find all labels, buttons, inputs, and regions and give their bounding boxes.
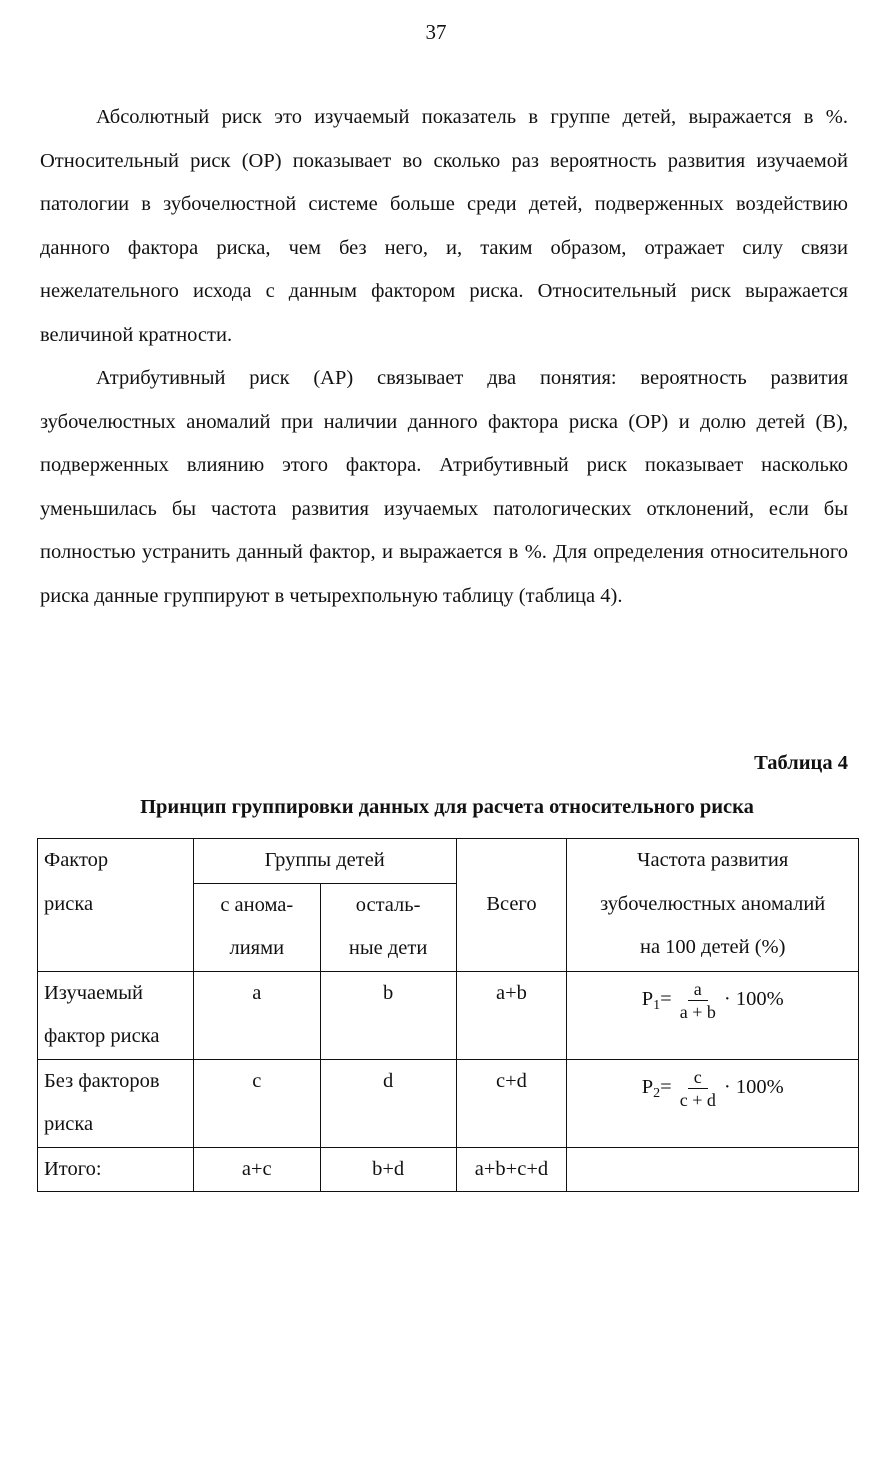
row-factor-label: Изучаемый фактор риска <box>38 971 194 1059</box>
formula-p2: P 2 = $\frac{c}{c + d}$ · 100% <box>641 1066 784 1110</box>
cell-formula-p2 <box>567 1059 859 1147</box>
table-number: Таблица 4 <box>754 752 848 774</box>
risk-grouping-table <box>37 838 859 1192</box>
table-row <box>38 1059 859 1147</box>
footer-label: Итого: <box>38 1147 194 1192</box>
cell-formula-p1 <box>567 971 859 1059</box>
fraction: $\frac{c}{c + d}$ <box>679 1066 716 1110</box>
table-footer-row <box>38 1147 859 1192</box>
cell-c: c <box>193 1059 320 1147</box>
cell-row-total: a+b <box>456 971 567 1059</box>
cell-b: b <box>320 971 456 1059</box>
table-header-row <box>38 839 859 884</box>
fraction: $\frac{a}{a + b}$ <box>679 978 716 1022</box>
page-number: 37 <box>425 20 447 44</box>
header-groups: Группы детей <box>193 839 456 884</box>
paragraph-attributive-risk: Атрибутивный риск (АР) связывает два понятия: вероятность развития зубочелюстных аномалий при наличии данного фактора риска (ОР) и долю детей (В), подверженных влиянию этого фактора. Атрибутивный риск показывает насколько уменьшилась бы частота развития изучаемых патологических отклонений, если бы полностью устранить данный фактор, и выражается в %. Для определения относительного риска данные группируют в четырехпольную таблицу (таблица 4). <box>40 367 848 607</box>
row-factor-label: Без факторов риска <box>38 1059 194 1147</box>
cell-row-total: c+d <box>456 1059 567 1147</box>
header-total: Всего <box>456 839 567 972</box>
paragraph-absolute-risk: Абсолютный риск это изучаемый показатель в группе детей, выражается в %. Относительный риск (ОР) показывает во сколько раз вероятность развития изучаемой патологии в зубочелюстной системе больше среди детей, подверженных воздействию данного фактора риска, чем без него, и, таким образом, отражает силу связи нежелательного исхода с данным фактором риска. Относительный риск выражается величиной кратности. <box>40 106 848 346</box>
header-factor: Фактор риска <box>38 839 194 972</box>
table-row <box>38 971 859 1059</box>
header-others: осталь- ные дети <box>320 883 456 971</box>
footer-empty-cell <box>567 1147 859 1192</box>
cell-d: d <box>320 1059 456 1147</box>
table-caption: Принцип группировки данных для расчета относительного риска <box>140 796 754 818</box>
footer-b-plus-d: b+d <box>320 1147 456 1192</box>
footer-grand-total: a+b+c+d <box>456 1147 567 1192</box>
formula-p1: P 1 = $\frac{a}{a + b}$ · 100% <box>641 978 784 1022</box>
footer-a-plus-c: a+c <box>193 1147 320 1192</box>
header-frequency: Частота развития зубочелюстных аномалий на 100 детей (%) <box>567 839 859 972</box>
body-text <box>40 96 848 618</box>
header-with-anomalies: с анома- лиями <box>193 883 320 971</box>
cell-a: a <box>193 971 320 1059</box>
